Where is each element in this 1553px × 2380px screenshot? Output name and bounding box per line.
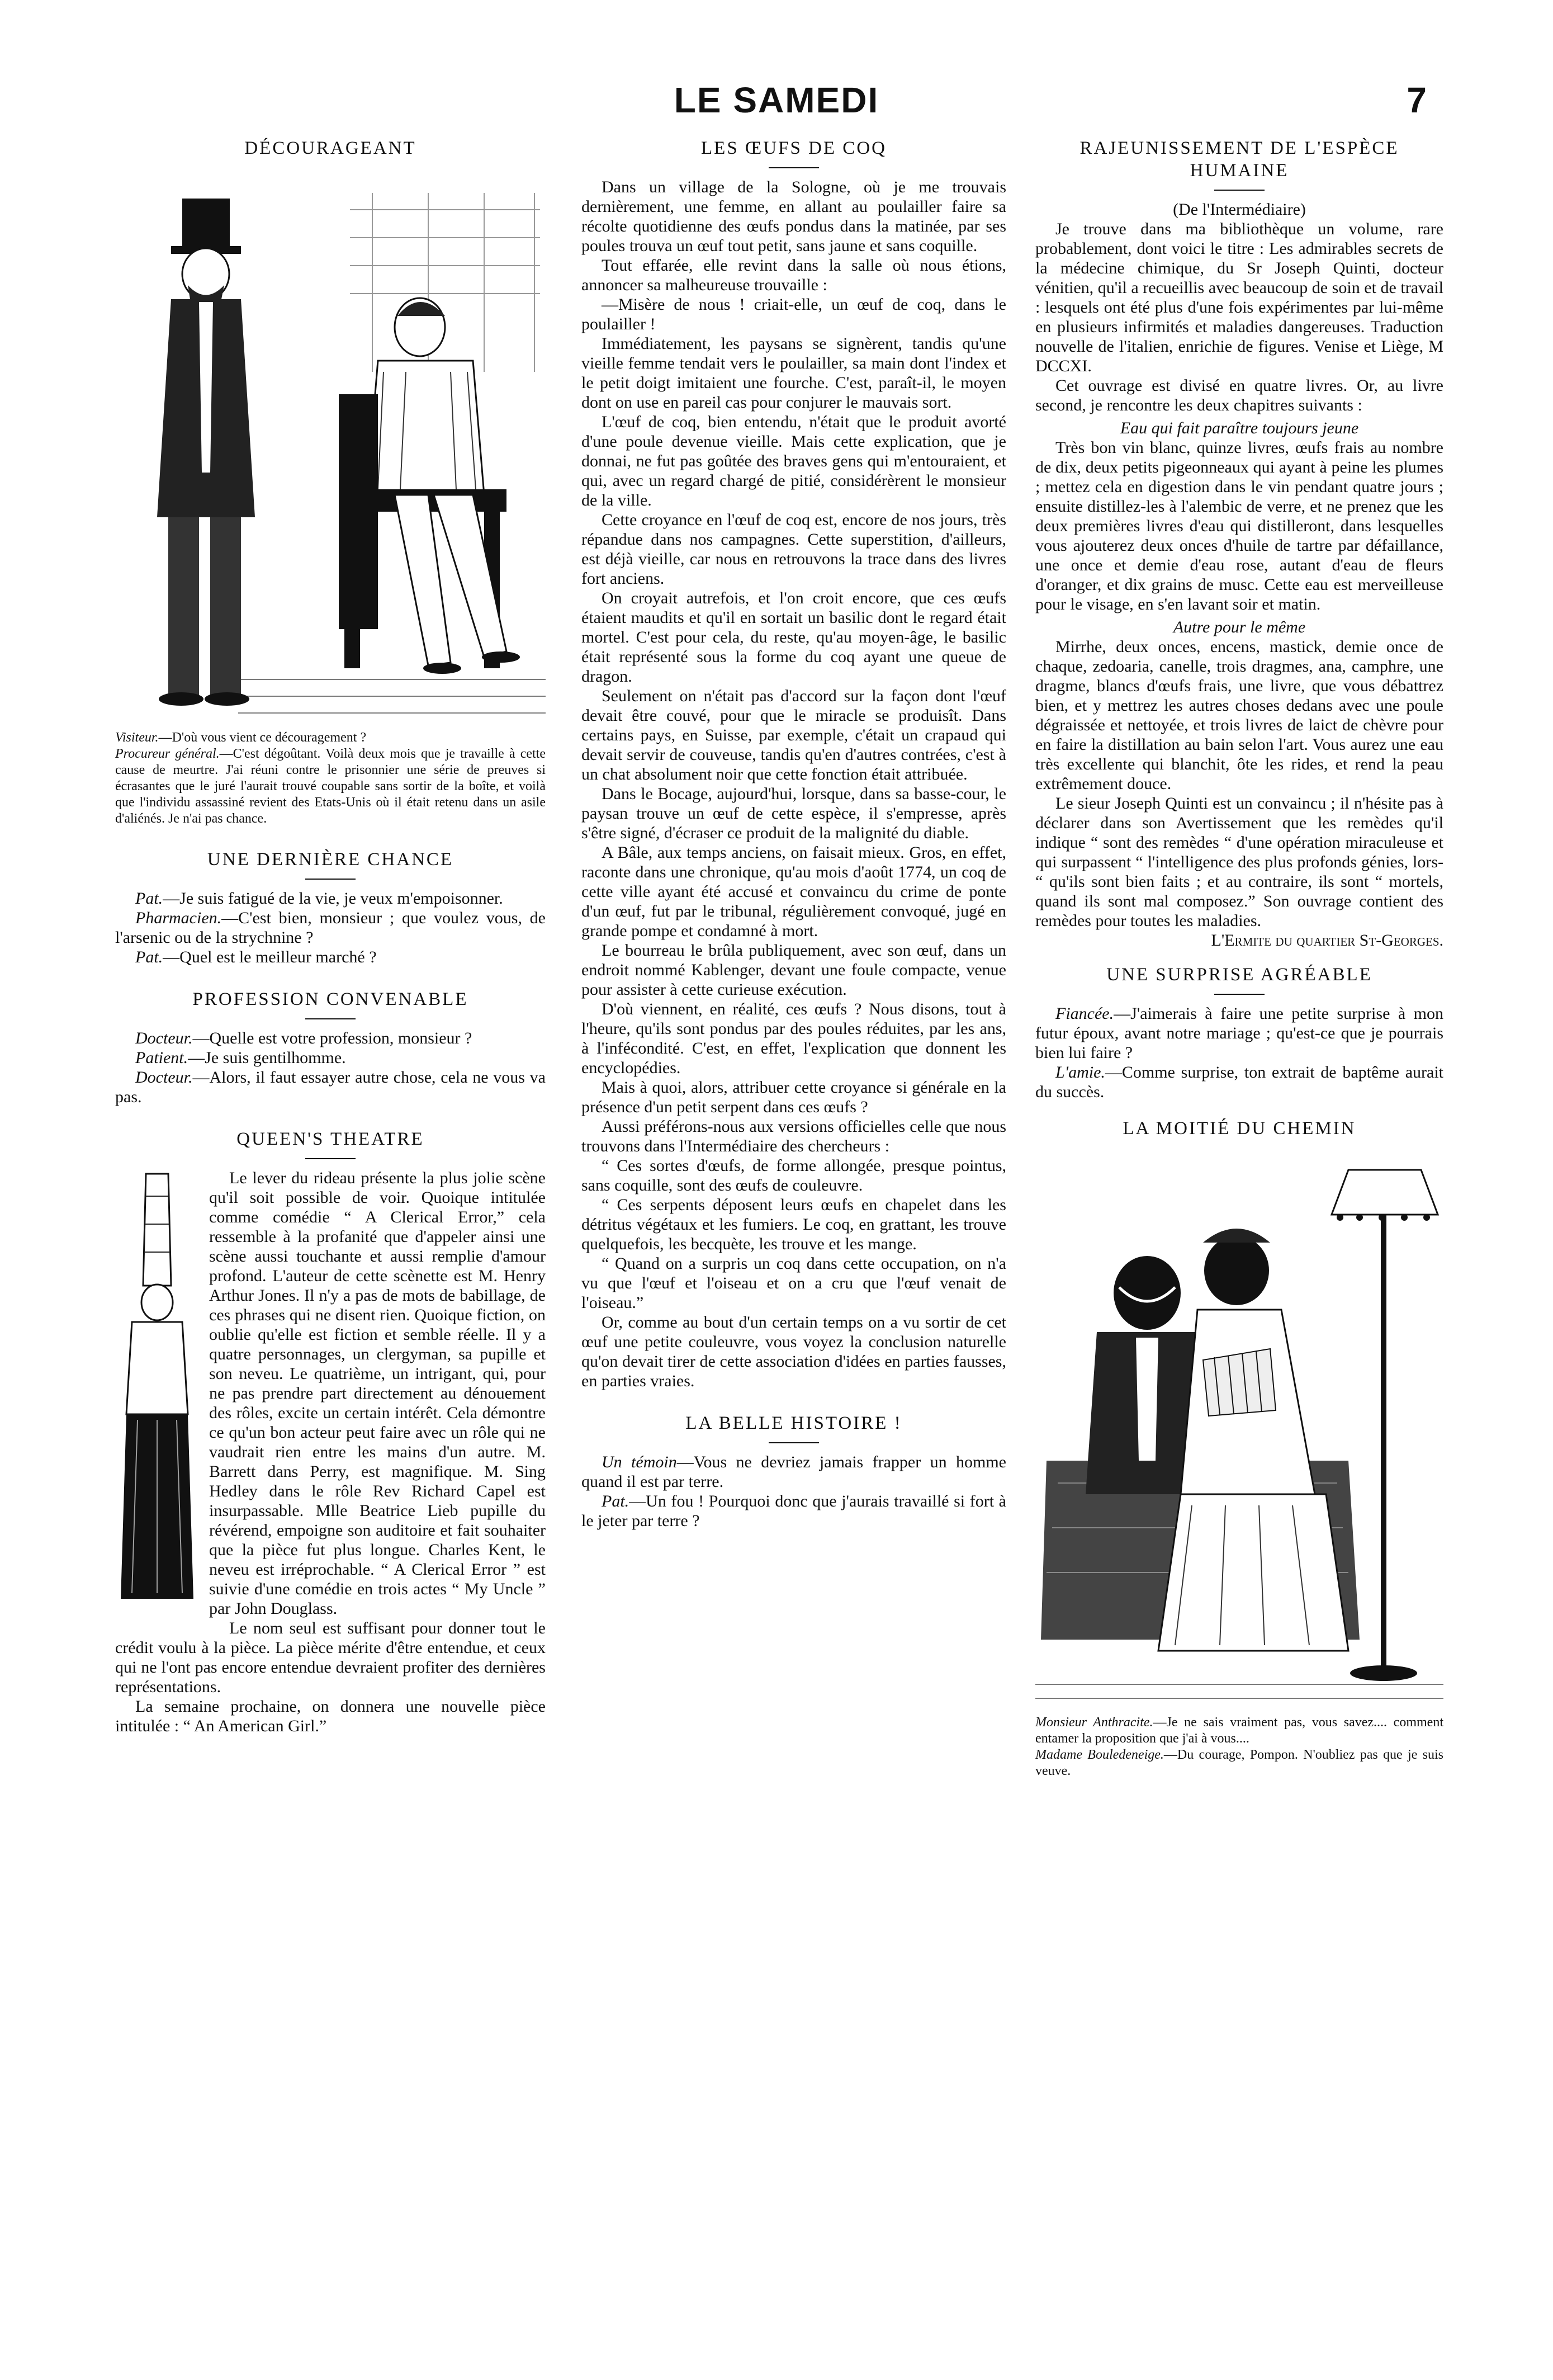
divider	[1214, 190, 1265, 191]
paragraph: Dans un village de la Sologne, où je me trouvais dernièrement, une femme, en allant au poulailler faire sa récolte quotidienne des œufs pondus dans la matinée, par ses poules trouva un œuf tout petit, sans jaune et sans coquille.	[581, 178, 1006, 255]
speaker: Pat.	[135, 889, 163, 908]
dialogue-text: —Quelle est votre profession, monsieur ?	[192, 1029, 472, 1047]
paragraph: D'où viennent, en réalité, ces œufs ? Nous disons, tout à l'heure, qu'ils sont pondus par des poules réduites, par les ans, à l'infécondité. C'est, en effet, l'explication que donnent les encyclopédies.	[581, 1000, 1006, 1077]
divider	[769, 167, 819, 168]
paragraph: La semaine prochaine, on donnera une nouvelle pièce intitulée : “ An American Girl.”	[115, 1697, 546, 1735]
dialogue-text: —Je suis gentilhomme.	[188, 1049, 346, 1067]
caption-text: —C'est dégoûtant. Voilà deux mois que je travaille à cette cause de meurtre. J'ai réuni contre le prisonnier une série de preuves si écrasantes que le juré l'aurait trouvé coupable sans sortir de la boîte, et voilà que l'individu assassiné revient des Etats-Unis où il était retenu dans un asile d'aliénés. Je n'ai pas chance.	[115, 747, 546, 826]
dialogue-line	[115, 889, 546, 908]
signature: L'Ermite du quartier St-Georges.	[1211, 931, 1443, 950]
dialogue-line	[115, 908, 546, 947]
source-note: (De l'Intermédiaire)	[1173, 200, 1306, 219]
paragraph: Tout effarée, elle revint dans la salle où nous étions, annoncer sa malheureuse trouvaille :	[581, 256, 1006, 294]
caption-speaker: Procureur général.	[115, 747, 220, 761]
caption-speaker: Madame Bouledeneige.	[1035, 1748, 1164, 1762]
column-1	[115, 137, 546, 1736]
paragraph: “ Quand on a surpris un coq dans cette occupation, on n'a vu que l'œuf et l'oiseau et on a cru que l'œuf venait de l'oiseau.”	[581, 1254, 1006, 1312]
section-title-decourageant: DÉCOURAGEANT	[244, 138, 416, 158]
dialogue-text: —Vous ne devriez jamais frapper un homme quand il est par terre.	[581, 1453, 1006, 1491]
subheading: Eau qui fait paraître toujours jeune	[1120, 419, 1359, 437]
dialogue-text: —J'aimerais à faire une petite surprise à mon futur époux, avant notre mariage ; qu'est-ce que je pourrais bien lui faire ?	[1035, 1004, 1443, 1062]
paragraph: Dans le Bocage, aujourd'hui, lorsque, dans sa basse-cour, le paysan trouve un œuf de cette espèce, il s'empresse, après s'être signé, d'écraser ce produit de la malignité du diable.	[581, 785, 1006, 842]
paragraph: “ Ces serpents déposent leurs œufs en chapelet dans les détritus végétaux et les fumiers. Le coq, en grattant, les trouve quelquefois, les becquète, les trouve et les mange.	[581, 1196, 1006, 1253]
section-title-belle-histoire: LA BELLE HISTOIRE !	[685, 1413, 902, 1433]
paragraph: Mais à quoi, alors, attribuer cette croyance si générale en la présence d'un petit serpent dans ces œufs ?	[581, 1078, 1006, 1116]
section-title-profession: PROFESSION CONVENABLE	[192, 989, 468, 1009]
illustration-actress	[115, 1168, 199, 1616]
speaker: L'amie.	[1055, 1063, 1105, 1082]
section-title-surprise: UNE SURPRISE AGRÉABLE	[1106, 965, 1372, 985]
dialogue-text: —C'est bien, monsieur ; que voulez vous, de l'arsenic ou de la strychnine ?	[115, 909, 546, 947]
paragraph: —Misère de nous ! criait-elle, un œuf de coq, dans le poulailler !	[581, 295, 1006, 333]
dialogue-line	[581, 1491, 1006, 1531]
paragraph: Mirrhe, deux onces, encens, mastick, demie once de chaque, zedoaria, canelle, trois dragmes, ana, camphre, une dragme, blancs d'œufs frais, une livre, que vous débattrez bien, et y mettrez les autres choses dedans avec une poule dégraissée et nettoyée, et trois livres de laict de chèvre pour en faire la distillation au bain selon l'art. Vous aurez une eau très excellente qui blanchit, ôte les rides, et rend la peau extrêmement douce.	[1035, 638, 1443, 793]
column-2	[581, 137, 1006, 1531]
paragraph: Aussi préférons-nous aux versions officielles celle que nous trouvons dans l'Intermédiaire des chercheurs :	[581, 1117, 1006, 1155]
masthead	[0, 79, 1553, 130]
speaker: Docteur.	[135, 1068, 193, 1087]
caption-line	[1035, 1715, 1443, 1747]
paragraph: Seulement on n'était pas d'accord sur la façon dont l'œuf devait être couvé, pour que le miracle se produisît. Dans certains pays, en Suisse, par exemple, c'était un crapaud qui devait servir de couveuse, tandis qu'en d'autres contrées, c'est à un chat absolument noir que cette fonction était attribuée.	[581, 687, 1006, 783]
dialogue-line	[1035, 1004, 1443, 1062]
caption-line	[1035, 1747, 1443, 1779]
paragraph: Le nom seul est suffisant pour donner tout le crédit voulu à la pièce. La pièce mérite d'être entendue, et ceux qui ne l'ont pas encore entendue devraient profiter des dernières représentations.	[115, 1619, 546, 1696]
dialogue-line	[1035, 1062, 1443, 1102]
page-number: 7	[1407, 80, 1427, 120]
paragraph: Le sieur Joseph Quinti est un convaincu ; il n'hésite pas à déclarer dans son Avertissement que les remèdes qu'il indique “ sont des remèdes “ d'une opération miraculeuse et qui surpassent “ l'intelligence des plus profonds génies, lors- “ qu'ils sont bien faits ; et au contraire, ils sont “ mortels, quand ils sont mal composez.” Son ouvrage contient des remèdes pour toutes les maladies.	[1035, 794, 1443, 930]
paragraph: L'œuf de coq, bien entendu, n'était que le produit avorté d'une poule devenue vieille. Mais cette explication, que je donnai, ne fut pas goûtée des braves gens qui m'entouraient, et qui, avec un regard chargé de pitié, considérèrent le monsieur de la ville.	[581, 413, 1006, 509]
paragraph: Cette croyance en l'œuf de coq est, encore de nos jours, très répandue dans nos campagnes. Cette superstition, d'ailleurs, est déjà vieille, car nous en retrouvons la trace dans des livres fort anciens.	[581, 511, 1006, 588]
caption-text: —D'où vous vient ce découragement ?	[158, 730, 367, 745]
speaker: Patient.	[135, 1049, 188, 1067]
section-title-derniere-chance: UNE DERNIÈRE CHANCE	[207, 849, 454, 870]
dialogue-line	[115, 1048, 546, 1068]
dialogue-line	[581, 1452, 1006, 1491]
divider	[1214, 994, 1265, 995]
speaker: Docteur.	[135, 1029, 193, 1047]
dialogue-text: —Je suis fatigué de la vie, je veux m'empoisonner.	[163, 889, 503, 908]
subheading: Autre pour le même	[1173, 618, 1306, 636]
divider	[305, 879, 356, 880]
speaker: Pharmacien.	[135, 909, 222, 927]
dialogue-line	[115, 1068, 546, 1107]
paragraph: On croyait autrefois, et l'on croit encore, que ces œufs étaient maudits et qu'il en sortait un basilic dont le regard était mortel. C'est pour cela, du reste, qu'au moyen-âge, le basilic était représenté sous la forme du coq ayant une queue de dragon.	[581, 589, 1006, 686]
dialogue-line	[115, 947, 546, 967]
section-title-oeufs-de-coq: LES ŒUFS DE COQ	[701, 138, 887, 158]
speaker: Un témoin	[602, 1453, 677, 1471]
newspaper-title: LE SAMEDI	[674, 80, 879, 120]
caption-line	[115, 730, 546, 746]
caption-text: —Du courage, Pompon. N'oubliez pas que je suis veuve.	[1035, 1748, 1443, 1778]
dialogue-text: —Un fou ! Pourquoi donc que j'aurais travaillé si fort à le jeter par terre ?	[581, 1492, 1006, 1530]
paragraph: Immédiatement, les paysans se signèrent, tandis qu'une vieille femme tendait vers le poulailler, sa main dont l'index et le petit doigt imitaient une fourche. C'est, paraît-il, le moyen dont on use en pareil cas pour conjurer le mauvais sort.	[581, 334, 1006, 412]
caption-speaker: Monsieur Anthracite.	[1035, 1715, 1153, 1730]
speaker: Pat.	[135, 948, 163, 966]
paragraph: “ Ces sortes d'œufs, de forme allongée, presque pointus, sans coquille, sont des œufs de couleuvre.	[581, 1156, 1006, 1194]
divider	[769, 1442, 819, 1443]
illustration-decourageant	[115, 159, 546, 724]
paragraph: Cet ouvrage est divisé en quatre livres. Or, au livre second, je rencontre les deux chapitres suivants :	[1035, 376, 1443, 414]
dialogue-text: —Alors, il faut essayer autre chose, cela ne vous va pas.	[115, 1068, 546, 1106]
paragraph: Or, comme au bout d'un certain temps on a vu sortir de cet œuf une petite couleuvre, vous voyez la conclusion naturelle qu'on devait tirer de cette association d'idées en parties fausses, en parties vraies.	[581, 1313, 1006, 1390]
dialogue-text: —Quel est le meilleur marché ?	[163, 948, 377, 966]
caption-speaker: Visiteur.	[115, 730, 159, 745]
speaker: Fiancée.	[1055, 1004, 1114, 1023]
paragraph: Je trouve dans ma bibliothèque un volume, rare probablement, dont voici le titre : Les admirables secrets de la médecine chimique, du Sr Joseph Quinti, docteur vénitien, qu'il a recueillis avec beaucoup de soin et de travail : lesquels ont été plus d'une fois expérimentes par lui-même en plusieurs infirmités et maladies dangereuses. Traduction nouvelle de l'italien, enrichie de figures. Venise et Liège, M DCCXI.	[1035, 220, 1443, 375]
column-3	[1035, 137, 1443, 1779]
paragraph: Le lever du rideau présente la plus jolie scène qu'il soit possible de voir. Quoique intitulée comme comédie “ A Clerical Error,” cela ressemble à la profanité que d'appeler ainsi une scène aussi touchante et aussi remplie d'amour profond. L'auteur de cette scènette est M. Henry Arthur Jones. Il n'y a pas de mots de babillage, de ces phrases qui ne disent rien. Quoique fiction, on oublie qu'elle est fiction et semble réelle. Il y a quatre personnages, un clergyman, sa pupille et son neveu. Le quatrième, un intrigant, qui, pour ne pas prendre part directement au dénouement des rôles, excite un certain intérêt. Cela démontre ce qu'un bon acteur peut faire avec un rôle qui ne vaudrait rien entre les mains d'un autre. M. Barrett dans Perry, est magnifique. M. Sing Hedley dans le rôle Rev Richard Capel est insurpassable. Mlle Beatrice Lieb pupille du révérend, empoigne son auditoire et fait souhaiter que la pièce fut plus longue. Charles Kent, le neveu est irréprochable. “ A Clerical Error ” est suivie d'une comédie en trois actes “ My Uncle ” par John Douglass.	[209, 1169, 546, 1618]
section-title-rajeunissement: RAJEUNISSEMENT DE L'ESPÈCE HUMAINE	[1079, 138, 1399, 181]
caption-line	[115, 746, 546, 827]
paragraph: Très bon vin blanc, quinze livres, œufs frais au nombre de dix, deux petits pigeonneaux qui ayant à peine les plumes ; mettez cela en digestion dans le vin pendant quatre jours ; ensuite distillez-les à l'alembic de verre, et ne prenez que les deux premières livres d'eau qui distilleront, dans lesquelles vous ajouterez deux onces d'huile de tartre par défaillance, une once et demie d'eau rose, autant d'eau de fleurs d'oranger, et dix grains de musc. Cette eau est merveilleuse pour le visage, en s'en lavant soir et matin.	[1035, 438, 1443, 613]
paragraph: Le bourreau le brûla publiquement, avec son œuf, dans un endroit nommé Kablenger, devant une foule compacte, venue pour assister à cette curieuse exécution.	[581, 941, 1006, 999]
dialogue-text: —Comme surprise, ton extrait de baptême aurait du succès.	[1035, 1063, 1443, 1101]
speaker: Pat.	[602, 1492, 629, 1510]
divider	[305, 1158, 356, 1159]
dialogue-line	[115, 1028, 546, 1048]
illustration-moitie	[1035, 1148, 1443, 1707]
divider	[305, 1018, 356, 1019]
paragraph: A Bâle, aux temps anciens, on faisait mieux. Gros, en effet, raconte dans une chronique, qu'au mois d'août 1774, un coq de cette ville ayant été accusé et convaincu du crime de ponte d'un œuf, fut par le tribunal, régulièrement convoqué, jugé en grande pompe et condamné à mort.	[581, 843, 1006, 940]
section-title-queens-theatre: QUEEN'S THEATRE	[236, 1129, 424, 1149]
section-title-moitie-du-chemin: LA MOITIÉ DU CHEMIN	[1123, 1118, 1356, 1139]
caption-text: —Je ne sais vraiment pas, vous savez.... comment entamer la proposition que j'ai à vous....	[1035, 1715, 1443, 1746]
